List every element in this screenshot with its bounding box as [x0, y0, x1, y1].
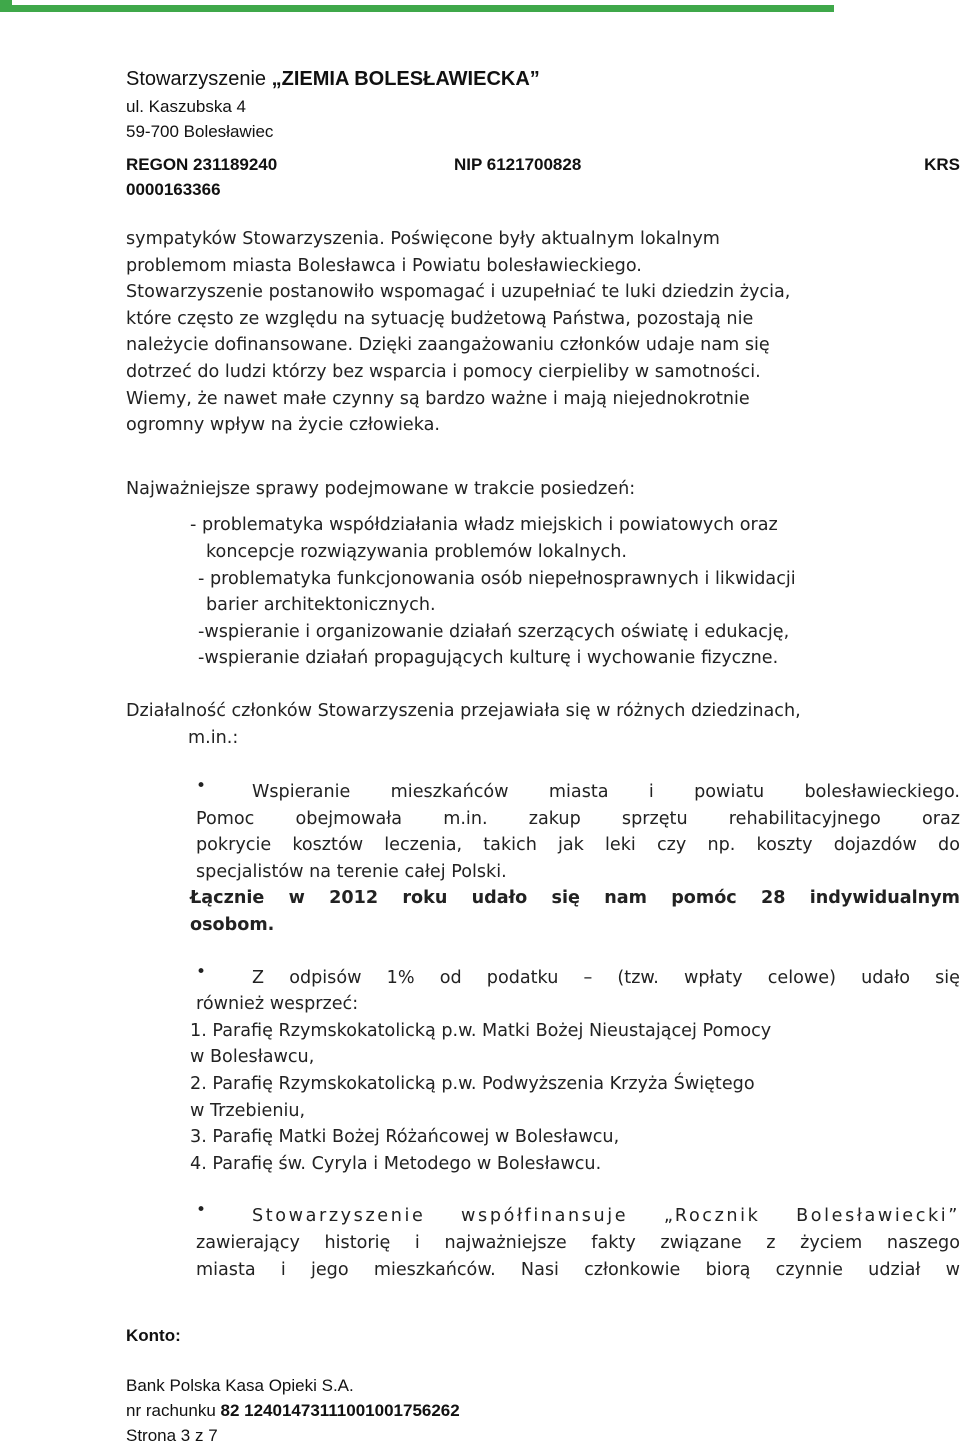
text-line: Wspieranie mieszkańców miasta i powiatu bolesławieckiego. — [252, 782, 960, 803]
parish-item-continued: w Bolesławcu, — [190, 1047, 315, 1068]
text-line: Z odpisów 1% od podatku – (tzw. wpłaty celowe) udało się — [252, 967, 960, 988]
text-line: które często ze względu na sytuację budżetową Państwa, pozostają nie — [126, 308, 754, 329]
text-line: sympatyków Stowarzyszenia. Poświęcone były aktualnym lokalnym — [126, 229, 720, 249]
account-label: Konto: — [126, 1326, 181, 1345]
text-line: pokrycie kosztów leczenia, takich jak leki czy np. koszty dojazdów do — [196, 835, 960, 856]
issue-item: - problematyka współdziałania władz miejskich i powiatowych oraz — [190, 515, 778, 536]
text-line: miasta i jego mieszkańców. Nasi członkowie biorą czynnie udział w — [196, 1259, 960, 1280]
krs-number: 0000163366 — [126, 180, 221, 199]
organization-prefix: Stowarzyszenie — [126, 68, 272, 90]
footer — [126, 1323, 960, 1448]
regon-number: REGON 231189240 — [126, 155, 278, 174]
bank-name: Bank Polska Kasa Opieki S.A. — [126, 1376, 354, 1395]
text-line: Stowarzyszenie postanowiło wspomagać i uzupełniać te luki dziedzin życia, — [126, 282, 791, 303]
organization-name — [126, 64, 960, 94]
page-number: Strona 3 z 7 — [126, 1426, 218, 1445]
document-body — [126, 226, 960, 1283]
highlight-line: osobom. — [190, 915, 275, 936]
text-line: specjalistów na terenie całej Polski. — [196, 861, 507, 882]
parish-item: 3. Parafię Matki Bożej Różańcowej w Bolesławcu, — [190, 1127, 620, 1148]
activity-heading: Działalność członków Stowarzyszenia przejawiała się w różnych dziedzinach, — [126, 700, 801, 721]
bullet-icon: • — [196, 1200, 207, 1221]
parish-item-continued: w Trzebieniu, — [190, 1100, 306, 1121]
issue-item-continued: koncepcje rozwiązywania problemów lokalnych. — [206, 541, 627, 562]
text-line: problemom miasta Bolesławca i Powiatu bolesławieckiego. — [126, 255, 642, 276]
bullet-item-support — [196, 776, 960, 885]
account-line — [126, 1398, 960, 1423]
account-number-label: nr rachunku — [126, 1401, 221, 1420]
parish-item: 1. Parafię Rzymskokatolicką p.w. Matki Bożej Nieustającej Pomocy — [190, 1020, 772, 1041]
accent-bar — [0, 5, 834, 12]
bullet-item-donations — [196, 961, 960, 1018]
text-line: należycie dofinansowane. Dzięki zaangażowaniu członków udaje nam się — [126, 335, 770, 356]
parish-item: 4. Parafię św. Cyryla i Metodego w Bolesławcu. — [190, 1153, 602, 1174]
text-line: również wesprzeć: — [196, 994, 359, 1015]
account-number: 82 12401473111001001756262 — [220, 1401, 460, 1420]
bullet-icon: • — [196, 776, 207, 797]
text-line: zawierający historię i najważniejsze fakty związane z życiem naszego — [196, 1233, 960, 1253]
activity-heading-continued: m.in.: — [188, 727, 239, 748]
issues-heading: Najważniejsze sprawy podejmowane w trakcie posiedzeń: — [126, 478, 636, 499]
text-line: Stowarzyszenie współfinansuje „Rocznik Bolesławiecki” — [252, 1206, 960, 1227]
text-line: dotrzeć do ludzi którzy bez wsparcia i pomocy cierpieliby w samotności. — [126, 361, 761, 382]
bullet-icon: • — [196, 961, 207, 982]
registry-ids — [126, 152, 960, 177]
letterhead — [126, 64, 960, 202]
text-line: Wiemy, że nawet małe czynny są bardzo ważne i mają niejednokrotnie — [126, 388, 750, 409]
issue-item: -wspieranie działań propagujących kulturę i wychowanie fizyczne. — [198, 648, 779, 669]
issue-item-continued: barier architektonicznych. — [206, 595, 436, 616]
intro-paragraph — [126, 226, 960, 439]
issue-item: - problematyka funkcjonowania osób niepełnosprawnych i likwidacji — [198, 568, 796, 589]
nip-number: NIP 6121700828 — [454, 155, 582, 174]
krs-label: KRS — [924, 155, 960, 174]
street-address: ul. Kaszubska 4 — [126, 97, 247, 116]
text-line: Pomoc obejmowała m.in. zakup sprzętu rehabilitacyjnego oraz — [196, 808, 960, 829]
highlight-line: Łącznie w 2012 roku udało się nam pomóc 28 indywidualnym — [190, 888, 960, 909]
city-address: 59-700 Bolesławiec — [126, 122, 274, 141]
text-line: ogromny wpływ na życie człowieka. — [126, 415, 440, 436]
organization-title: „ZIEMIA BOLESŁAWIECKA” — [271, 68, 540, 90]
issue-item: -wspieranie i organizowanie działań szerzących oświatę i edukację, — [198, 621, 790, 642]
parish-item: 2. Parafię Rzymskokatolicką p.w. Podwyższenia Krzyża Świętego — [190, 1074, 755, 1095]
bullet-item-yearbook — [196, 1200, 960, 1283]
